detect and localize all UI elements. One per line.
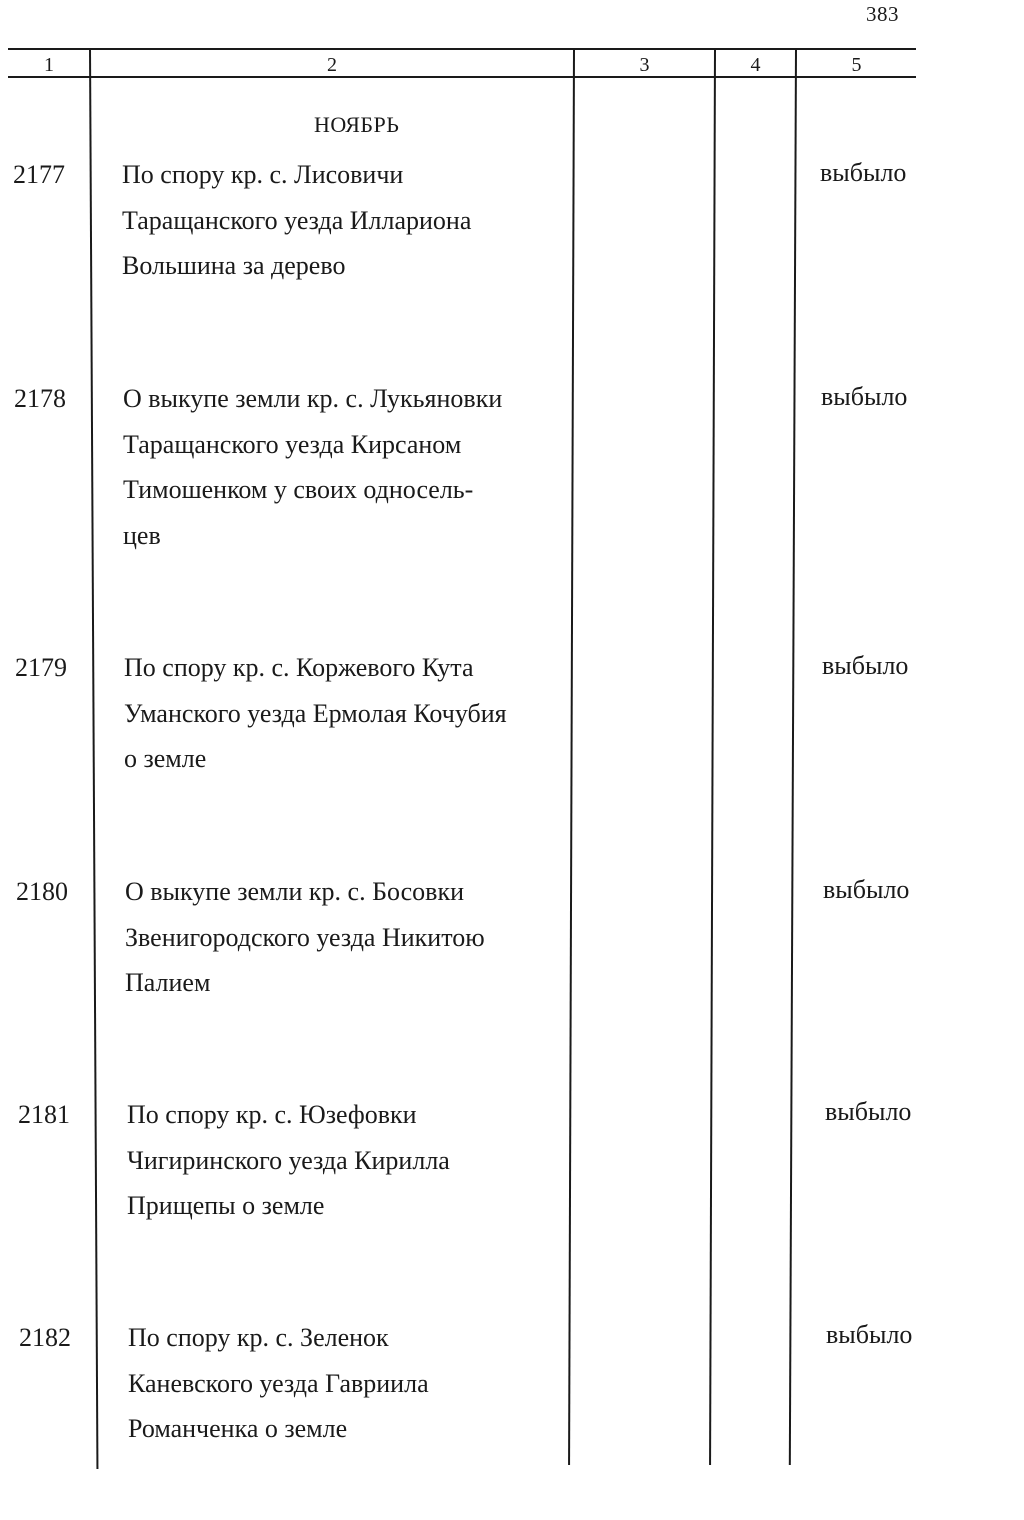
entry-description — [122, 152, 528, 289]
column-divider-2-3 — [568, 48, 575, 1465]
entry-description-line: О выкупе земли кр. с. Лукьяновки — [123, 384, 503, 413]
entry-description-line: Уманского уезда Ермолая Кочубия — [124, 698, 507, 728]
entry-status: выбыло — [823, 875, 910, 904]
entry-number: 2180 — [16, 877, 68, 906]
entry-number: 2177 — [13, 160, 65, 189]
entry-description-line: Прищепы о земле — [127, 1191, 325, 1220]
entry-description-line: Каневского уезда Гавриила — [128, 1368, 429, 1398]
entry-description-line: Палием — [125, 968, 211, 997]
entry-description-line: Тимошенком у своих односель- — [123, 475, 474, 504]
column-header-2: 2 — [327, 54, 337, 76]
entry-description-line: Таращанского уезда Иллариона — [122, 205, 472, 235]
column-divider-1-2 — [89, 48, 98, 1469]
column-divider-4-5 — [789, 48, 797, 1465]
entry-status: выбыло — [825, 1097, 912, 1126]
entry-number: 2182 — [19, 1323, 71, 1352]
entry-description-line: Звенигородского уезда Никитою — [125, 922, 485, 952]
entry-description-line: Таращанского уезда Кирсаном — [123, 429, 462, 459]
entry-description-line: По спору кр. с. Юзефовки — [127, 1100, 417, 1129]
entry-description — [128, 1315, 534, 1452]
page-number: 383 — [866, 2, 899, 26]
table-top-rule — [8, 48, 916, 50]
entry-number: 2178 — [14, 384, 66, 413]
entry-description-line: По спору кр. с. Коржевого Кута — [124, 653, 474, 682]
month-heading: НОЯБРЬ — [314, 112, 400, 137]
entry-status: выбыло — [821, 382, 908, 411]
entry-description-line: По спору кр. с. Лисовичи — [122, 160, 404, 189]
entry-description-line: Романченка о земле — [128, 1414, 348, 1443]
entry-description — [127, 1092, 533, 1229]
entry-description — [125, 869, 531, 1006]
entry-description — [123, 376, 529, 558]
column-header-5: 5 — [851, 54, 862, 76]
entry-description-line: О выкупе земли кр. с. Босовки — [125, 877, 465, 906]
entry-description-line: цев — [123, 520, 161, 550]
column-divider-3-4 — [709, 48, 716, 1465]
entry-description-line: Чигиринского уезда Кирилла — [127, 1145, 450, 1175]
column-header-1: 1 — [44, 54, 54, 76]
column-header-4: 4 — [750, 54, 761, 76]
entry-status: выбыло — [826, 1320, 913, 1349]
entry-number: 2181 — [18, 1100, 70, 1129]
entry-description-line: Вольшина за дерево — [122, 251, 346, 280]
entry-status: выбыло — [822, 651, 909, 680]
entry-number: 2179 — [15, 653, 67, 682]
entry-description-line: По спору кр. с. Зеленок — [128, 1323, 389, 1352]
entry-description — [124, 645, 530, 782]
column-header-3: 3 — [639, 54, 650, 76]
entry-description-line: о земле — [124, 744, 207, 773]
entry-status: выбыло — [820, 158, 907, 187]
